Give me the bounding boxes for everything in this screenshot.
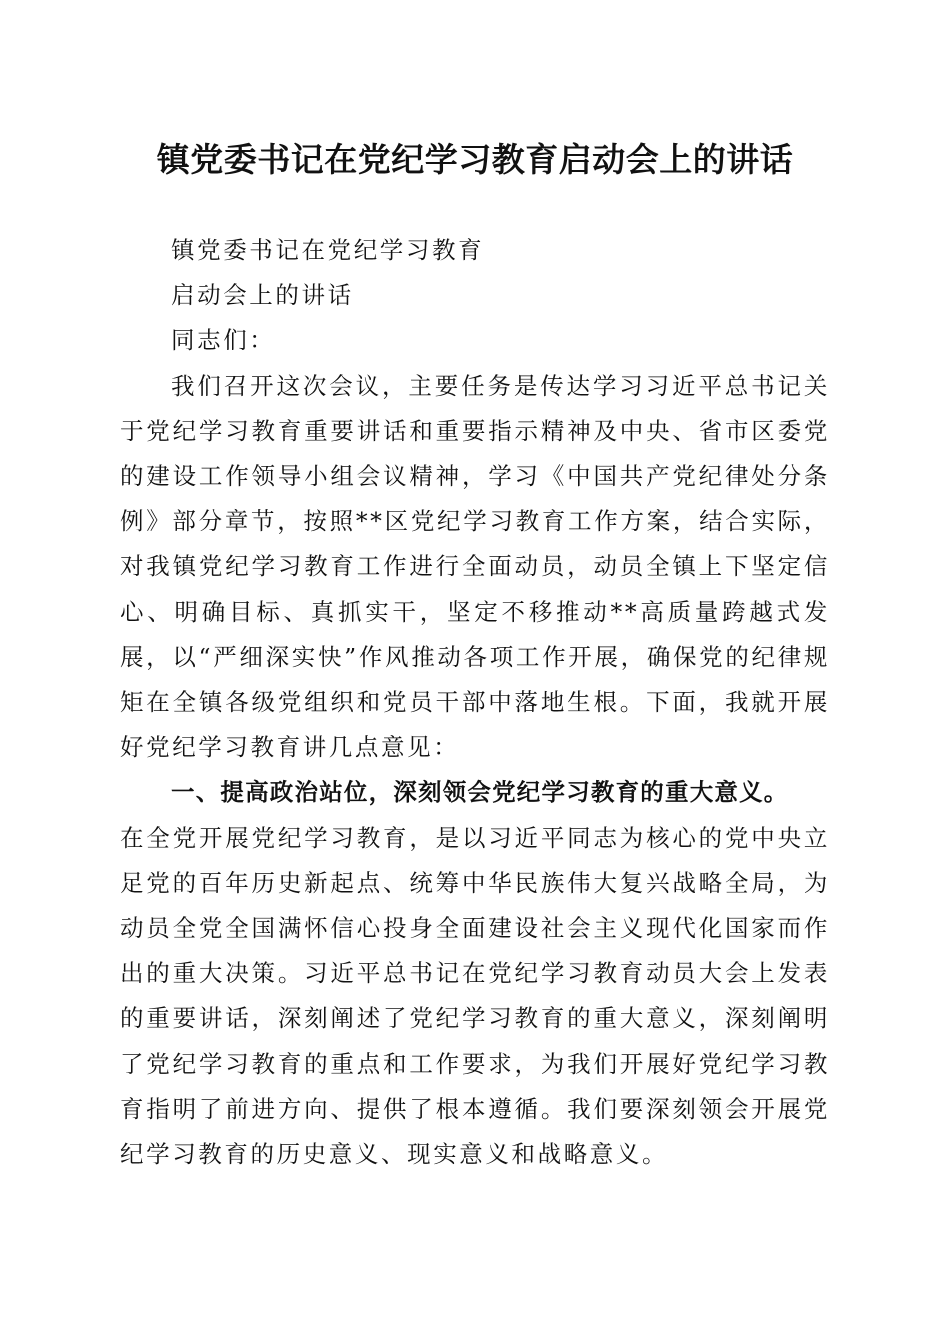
salutation: 同志们：: [171, 326, 276, 355]
subtitle-line-2: 启动会上的讲话: [171, 281, 354, 310]
document-body: [120, 228, 830, 1177]
section-1-heading: 一、提高政治站位，深刻领会党纪学习教育的重大意义。: [171, 778, 789, 807]
subtitle-line-1: 镇党委书记在党纪学习教育: [171, 236, 485, 264]
paragraph-1: 我们召开这次会议，主要任务是传达学习习近平总书记关于党纪学习教育重要讲话和重要指示精神及中央、省市区委党的建设工作领导小组会议精神，学习《中国共产党纪律处分条例》部分章节，按照**区党纪学习教育工作方案，结合实际，对我镇党纪学习教育工作进行全面动员，动员全镇上下坚定信心、明确目标、真抓实干，坚定不移推动**高质量跨越式发展，以“严细深实快”作风推动各项工作开展，确保党的纪律规矩在全镇各级党组织和党员干部中落地生根。下面，我就开展好党纪学习教育讲几点意见：: [120, 371, 830, 762]
document-title: 镇党委书记在党纪学习教育启动会上的讲话: [156, 140, 794, 179]
section-1-body: 在全党开展党纪学习教育，是以习近平同志为核心的党中央立足党的百年历史新起点、统筹中华民族伟大复兴战略全局，为动员全党全国满怀信心投身全面建设社会主义现代化国家而作出的重大决策。习近平总书记在党纪学习教育动员大会上发表的重要讲话，深刻阐述了党纪学习教育的重大意义，深刻阐明了党纪学习教育的重点和工作要求，为我们开展好党纪学习教育指明了前进方向、提供了根本遵循。我们要深刻领会开展党纪学习教育的历史意义、现实意义和战略意义。: [120, 823, 830, 1169]
